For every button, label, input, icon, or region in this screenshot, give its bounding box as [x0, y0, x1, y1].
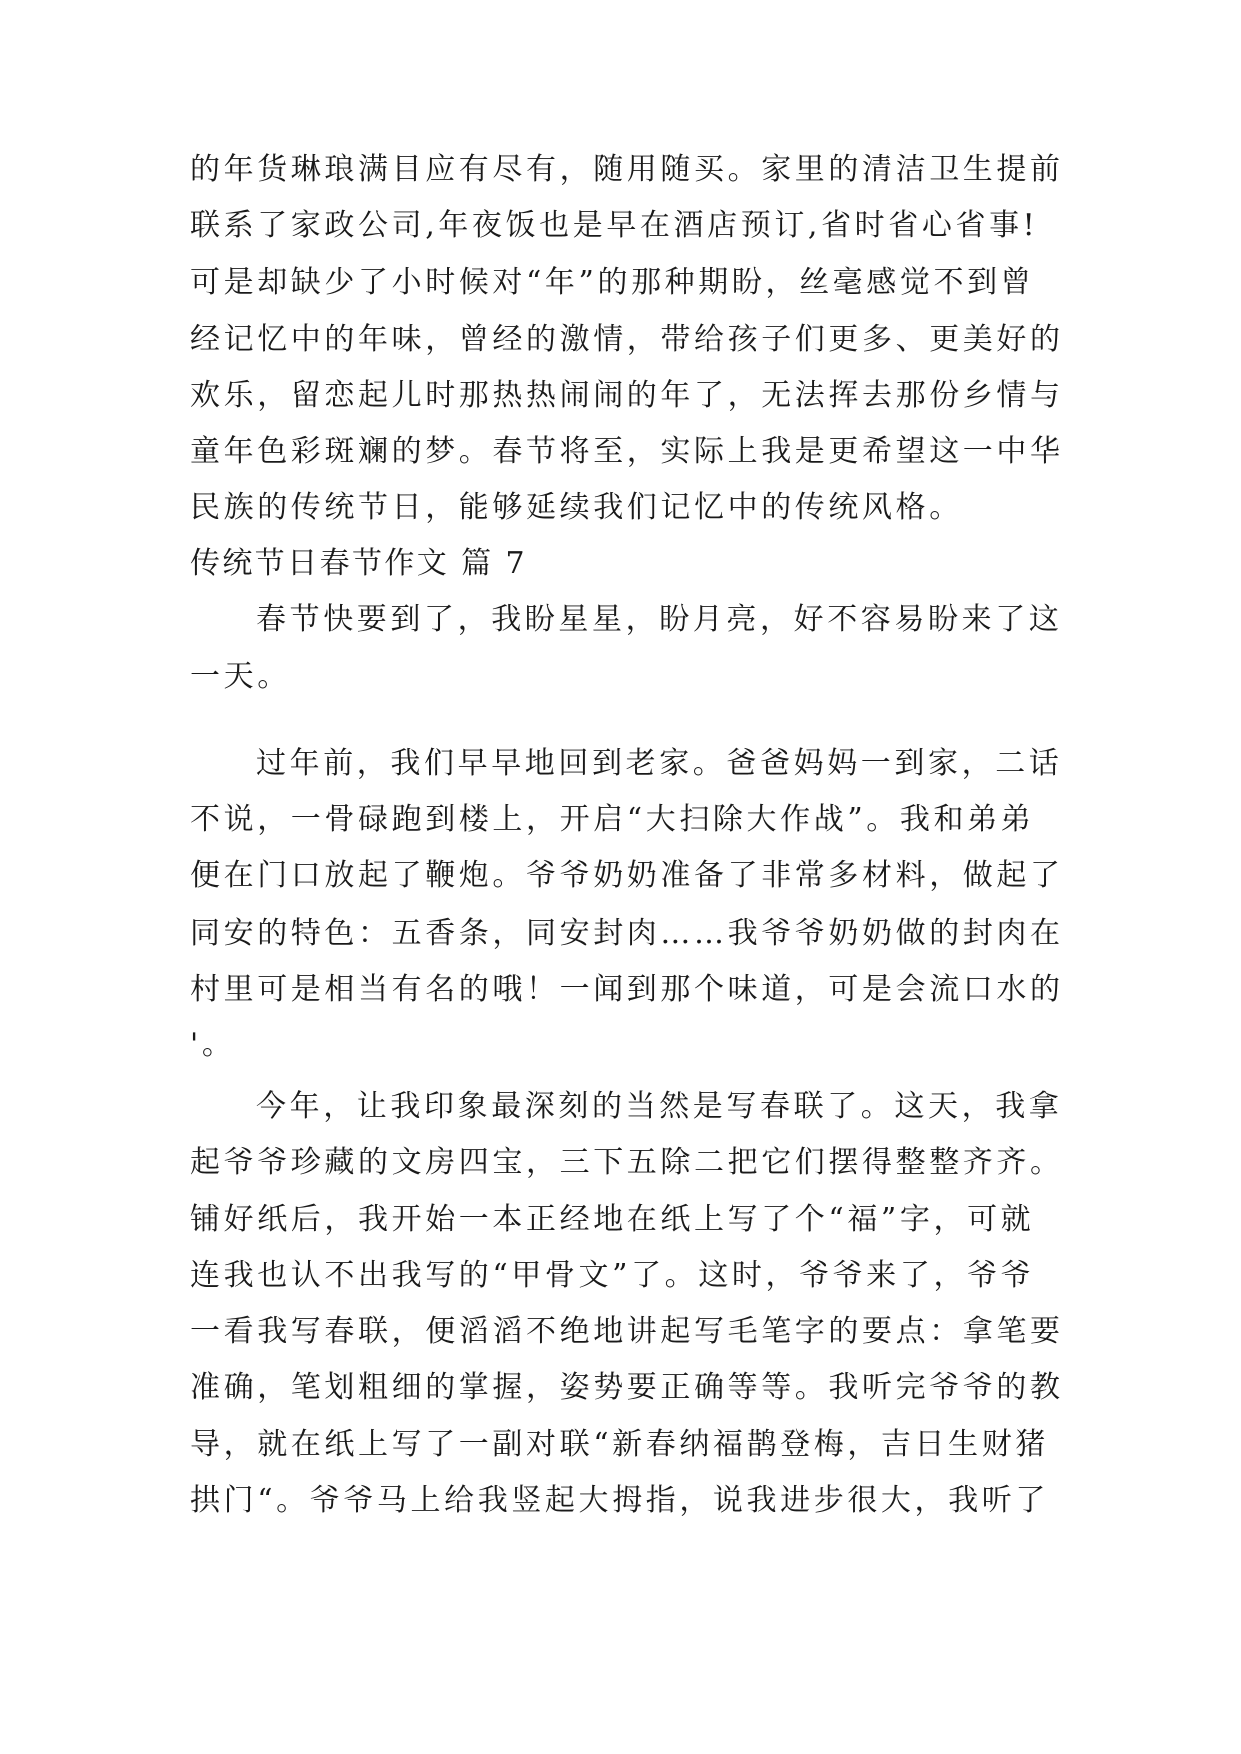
paragraph-line: 经记忆中的年味，曾经的激情，带给孩子们更多、更美好的 — [190, 322, 1064, 357]
paragraph-line: 起爷爷珍藏的文房四宝，三下五除二把它们摆得整整齐齐。 — [190, 1145, 1064, 1180]
paragraph-line: 春节快要到了，我盼星星，盼月亮，好不容易盼来了这 — [256, 602, 1063, 637]
paragraph-line: 村里可是相当有名的哦！一闻到那个味道，可是会流口水的 — [190, 972, 1064, 1007]
paragraph-line: 不说，一骨碌跑到楼上，开启“大扫除大作战”。我和弟弟 — [190, 802, 1035, 837]
paragraph-line: 连我也认不出我写的“甲骨文”了。这时，爷爷来了，爷爷 — [190, 1258, 1035, 1293]
paragraph-line: 欢乐，留恋起儿时那热热闹闹的年了，无法挥去那份乡情与 — [190, 378, 1064, 413]
paragraph-line: 一看我写春联，便滔滔不绝地讲起写毛笔字的要点：拿笔要 — [190, 1314, 1064, 1349]
paragraph-line: 拱门“。爷爷马上给我竖起大拇指，说我进步很大，我听了 — [190, 1483, 1049, 1518]
section-heading: 传统节日春节作文 篇 7 — [190, 546, 527, 581]
paragraph-line: 过年前，我们早早地回到老家。爸爸妈妈一到家，二话 — [256, 746, 1063, 781]
paragraph-line: 可是却缺少了小时候对“年”的那种期盼，丝毫感觉不到曾 — [190, 265, 1035, 300]
paragraph-line: 今年，让我印象最深刻的当然是写春联了。这天，我拿 — [256, 1089, 1063, 1124]
paragraph-line: 导，就在纸上写了一副对联“新春纳福鹊登梅，吉日生财猪 — [190, 1427, 1049, 1462]
paragraph-line: 民族的传统节日，能够延续我们记忆中的传统风格。 — [190, 490, 963, 525]
paragraph-line: 铺好纸后，我开始一本正经地在纸上写了个“福”字，可就 — [190, 1202, 1035, 1237]
paragraph-line: 同安的特色：五香条，同安封肉……我爷爷奶奶做的封肉在 — [190, 916, 1064, 951]
paragraph-line: 便在门口放起了鞭炮。爷爷奶奶准备了非常多材料，做起了 — [190, 858, 1064, 893]
paragraph-line: 一天。 — [190, 659, 291, 694]
paragraph-line: 准确，笔划粗细的掌握，姿势要正确等等。我听完爷爷的教 — [190, 1370, 1064, 1405]
paragraph-line: 联系了家政公司,年夜饭也是早在酒店预订,省时省心省事! — [190, 208, 1039, 243]
paragraph-line: 童年色彩斑斓的梦。春节将至，实际上我是更希望这一中华 — [190, 434, 1064, 469]
paragraph-line: 的年货琳琅满目应有尽有，随用随买。家里的清洁卫生提前 — [190, 152, 1064, 187]
paragraph-line: '。 — [190, 1027, 236, 1062]
